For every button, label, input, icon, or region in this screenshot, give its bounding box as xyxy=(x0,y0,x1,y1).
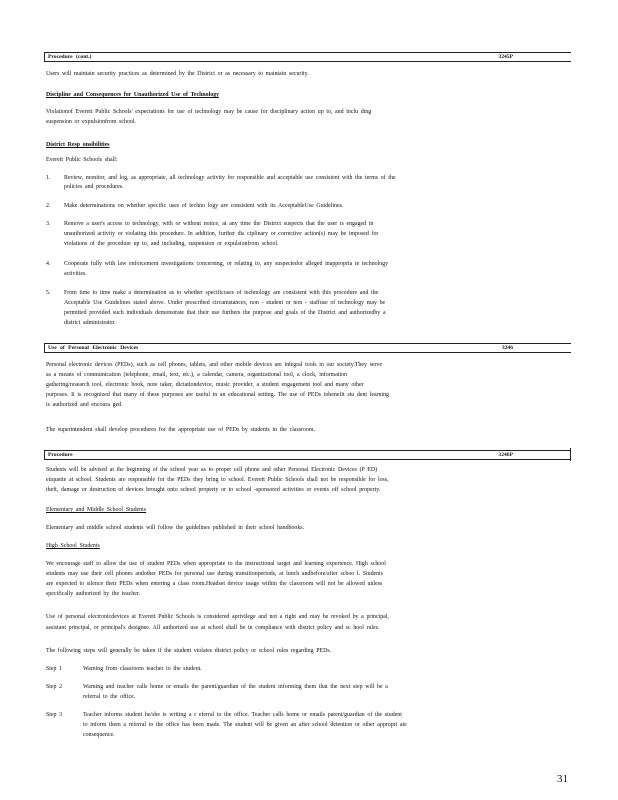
procedure-cont-title: Procedure (cont.) xyxy=(48,53,92,60)
discipline-line-1: Violationof Everett Public Schools' expectations for use of technology may be cause for disciplinary action up to, and inclu ding xyxy=(46,109,372,115)
ped-para-line: gathering/research tool, electronic book, note taker, dictationdevice, music provider, a student engagement tool and many other xyxy=(46,382,364,388)
step-3-line-1: Teacher informs student he/she is writing a r eferral to the office. Teacher calls home or emails parent/guardian of the student xyxy=(83,712,402,718)
ped-para-line: Personal electronic devices (PEDs), such as cell phones, tablets, and other mobile devices are integral tools in our society.They serve xyxy=(46,362,382,368)
ped-para-line: is authorized and encoura ged. xyxy=(46,402,123,408)
margin-bar xyxy=(570,448,571,461)
item-1-line-2: policies and procedures. xyxy=(64,184,124,190)
step-2-line-1: Warning and teacher calls home or emails the parent/guardian of the student informing them that the next step will be a xyxy=(83,684,388,690)
elementary-heading: Elementary and Middle School Students xyxy=(46,507,147,513)
procedure-title: Procedure xyxy=(48,451,73,458)
item-5-line-1: From time to time make a determination as to whether specificuses of technology are consistent with this procedure and the xyxy=(64,290,379,296)
item-2-line-1: Make determinations on whether specific uses of techno logy are consistent with its AcceptableUse Guidelines. xyxy=(64,203,344,209)
item-5-line-3: permitted provided such individuals demonstrate that their use furthers the purpose and goals of the District and authorizedby a xyxy=(64,310,386,316)
policy-number: 3245P xyxy=(498,53,513,60)
ped-superintendent-line: The superintendent shall develop procedures for the appropriate use of PEDs by students in the classroom. xyxy=(46,427,315,433)
district-intro: Everett Public Schools shall: xyxy=(46,157,118,163)
procedure-para-line: etiquette at school. Students are responsible for the PEDs they bring to school. Everett Public Schools shall not be responsible for loss, xyxy=(46,477,389,483)
item-4-line-1: Cooperate fully with law enforcement investigations concerning, or relating to, any suspectedor alleged inappropria te technology xyxy=(64,261,389,267)
ped-policy-header xyxy=(44,343,571,353)
procedure-header xyxy=(44,450,571,460)
item-number: 1. xyxy=(46,175,51,181)
discipline-heading: Discipline and Consequences for Unauthorized Use of Technology xyxy=(46,92,220,98)
page-number: 31 xyxy=(557,773,568,785)
step-1-text: Warning from classroom teacher to the student. xyxy=(83,666,202,672)
high-school-para-line: We encourage staff to allow the use of student PEDs when appropriate to the instructional target and learning experience. High school xyxy=(46,561,386,567)
high-school-para-line: students may use their cell phones andother PEDs for personal use during transitionperiods, at lunch andbefore/after schoo l. Students xyxy=(46,571,384,577)
high-school-heading: High School Students xyxy=(46,543,100,549)
high-school-para-line: specifically authorized by the teacher. xyxy=(46,591,140,597)
item-number: 3. xyxy=(46,221,51,227)
privilege-para-line: Use of personal electronicdevices at Everett Public Schools is considered aprivilege and not a right and may be revoked by a principal, xyxy=(46,614,389,620)
step-label: Step 3 xyxy=(46,712,63,718)
ped-para-line: purposes. It is recognized that many of these purposes are useful in an educational setting. The use of PEDs tobenefit stu dent learning xyxy=(46,392,389,398)
procedure-para-line: theft, damage or destruction of devices brought onto school property or to school -sponsored activities or events off school property. xyxy=(46,487,381,493)
step-label: Step 1 xyxy=(46,666,63,672)
procedure-cont-header xyxy=(44,52,571,62)
step-2-line-2: referral to the office. xyxy=(83,694,136,700)
item-5-text: Users will maintain security practices as determined by the District or as necessary to maintain security. xyxy=(46,71,309,77)
item-4-line-2: activities. xyxy=(64,271,87,277)
ped-para-line: as a means of communication (telephone, email, text, etc.), a calendar, camera, organizational tool, a clock, information xyxy=(46,372,348,378)
item-5-line-2: Acceptable Use Guidelines stated above. Under prescribed circumstances, non - student or non - staffuse of technology may be xyxy=(64,300,386,306)
step-label: Step 2 xyxy=(46,684,63,690)
ped-policy-title: Use of Personal Electronic Devices xyxy=(48,344,139,351)
policy-number: 3246P xyxy=(498,451,513,458)
discipline-line-2: suspension or expulsionfrom school. xyxy=(46,119,136,125)
step-3-line-2: to inform them a referral to the office has been made. The student will be given an after school detention or other appropri ate xyxy=(83,722,407,728)
privilege-para-line: assistant principal, or principal's designee. All authorized use at school shall be in compliance with district policy and sc hool rules. xyxy=(46,625,380,631)
item-number: 5. xyxy=(46,290,51,296)
elementary-text: Elementary and middle school students will follow the guidelines published in their school handbooks. xyxy=(46,525,305,531)
step-3-line-3: consequence. xyxy=(83,732,115,738)
steps-intro: The following steps will generally be taken if the student violates district policy or school rules regarding PEDs. xyxy=(46,648,332,654)
procedure-para-line: Students will be advised at the beginning of the school year as to proper cell phone and other Personal Electronic Devices (P ED) xyxy=(46,467,378,473)
item-3-line-2: unauthorized activity or violating this procedure. In addition, further dis ciplinary or corrective action(s) may be imposed for xyxy=(64,231,379,237)
item-3-line-1: Remove a user's access to technology, with or without notice, at any time the District suspects that the user is engaged in xyxy=(64,221,374,227)
high-school-para-line: are expected to silence their PEDs when entering a class room.Headset device usage within the classroom will not be allowed unless xyxy=(46,581,383,587)
item-3-line-3: violations of the procedure up to, and including, suspension or expulsionfrom school. xyxy=(64,241,279,247)
item-5-line-4: district administrator. xyxy=(64,320,116,326)
item-1-line-1: Review, monitor, and log, as appropriate, all technology activity for responsible and acceptable use consistent with the terms of the xyxy=(64,175,396,181)
policy-number: 3246 xyxy=(501,344,513,351)
item-number: 4. xyxy=(46,261,51,267)
district-heading: District Resp onsibilities xyxy=(46,142,110,148)
item-number: 2. xyxy=(46,203,51,209)
